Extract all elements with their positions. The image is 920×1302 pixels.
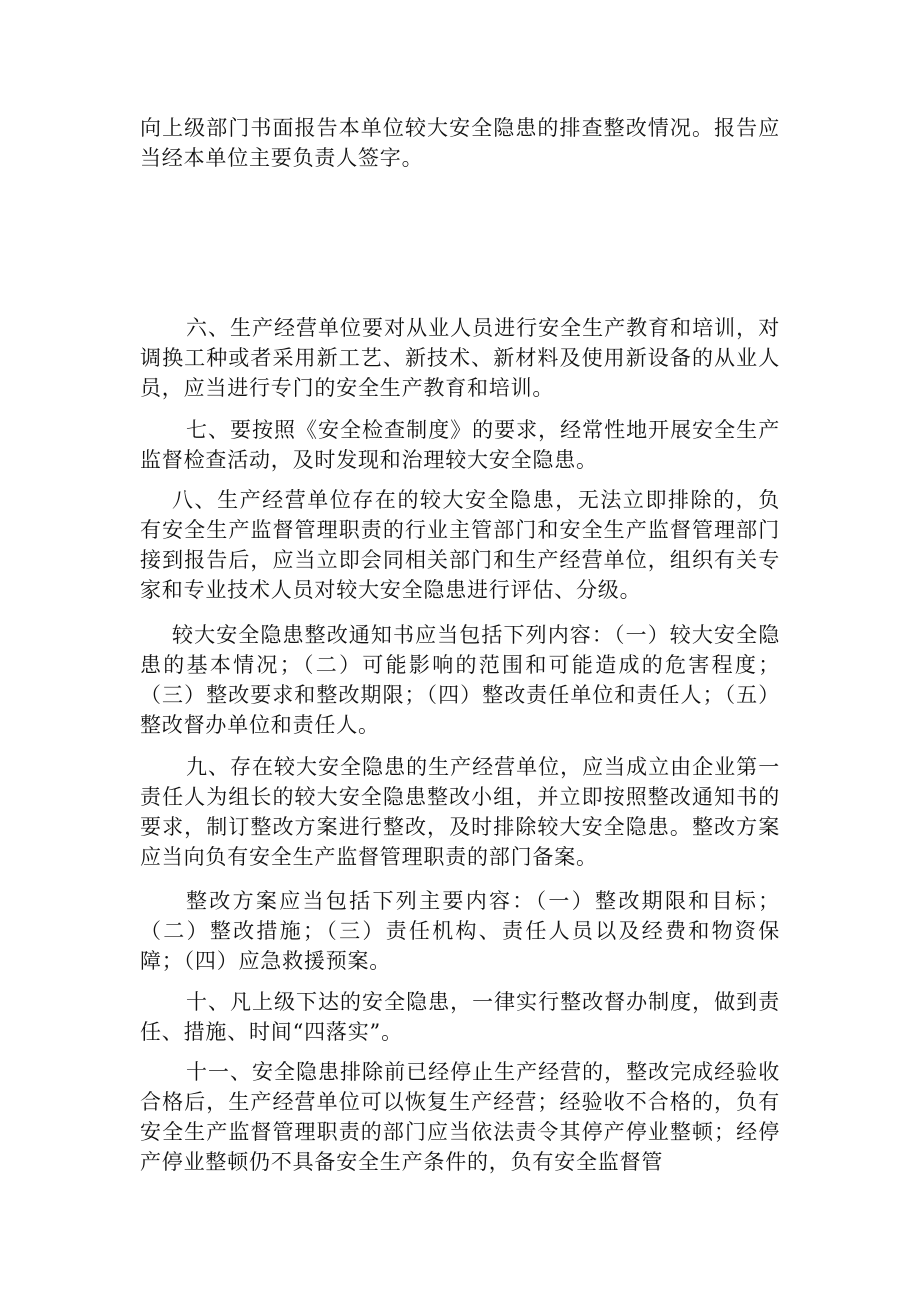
paragraph-item-10: 十、凡上级下达的安全隐患，一律实行整改督办制度，做到责任、措施、时间“四落实”。 — [140, 990, 780, 1044]
paragraph-notice-contents: 较大安全隐患整改通知书应当包括下列内容：（一）较大安全隐患的基本情况；（二）可能影响的范围和可能造成的危害程度；（三）整改要求和整改期限；（四）整改责任单位和责任人；（五）整改督办单位和责任人。 — [140, 623, 780, 737]
paragraph-plan-contents: 整改方案应当包括下列主要内容：（一）整改期限和目标；（二）整改措施；（三）责任机构、责任人员以及经费和物资保障；（四）应急救援预案。 — [140, 889, 780, 973]
paragraph-item-8: 八、生产经营单位存在的较大安全隐患，无法立即排除的，负有安全生产监督管理职责的行业主管部门和安全生产监督管理部门接到报告后，应当立即会同相关部门和生产经营单位，组织有关专家和专业技术人员对较大安全隐患进行评估、分级。 — [140, 488, 780, 602]
paragraph-item-11: 十一、安全隐患排除前已经停止生产经营的，整改完成经验收合格后，生产经营单位可以恢复生产经营；经验收不合格的，负有安全生产监督管理职责的部门应当依法责令其停产停业整顿；经停产停业整顿仍不具备安全生产条件的，负有安全监督管 — [140, 1060, 780, 1174]
paragraph-item-7: 七、要按照《安全检查制度》的要求，经常性地开展安全生产监督检查活动，及时发现和治理较大安全隐患。 — [140, 418, 780, 472]
paragraph-report-continuation: 向上级部门书面报告本单位较大安全隐患的排查整改情况。报告应当经本单位主要负责人签字。 — [140, 116, 780, 170]
paragraph-item-6: 六、生产经营单位要对从业人员进行安全生产教育和培训，对调换工种或者采用新工艺、新技术、新材料及使用新设备的从业人员，应当进行专门的安全生产教育和培训。 — [140, 316, 780, 400]
paragraph-item-9: 九、存在较大安全隐患的生产经营单位，应当成立由企业第一责任人为组长的较大安全隐患整改小组，并立即按照整改通知书的要求，制订整改方案进行整改，及时排除较大安全隐患。整改方案应当向负有安全生产监督管理职责的部门备案。 — [140, 755, 780, 869]
